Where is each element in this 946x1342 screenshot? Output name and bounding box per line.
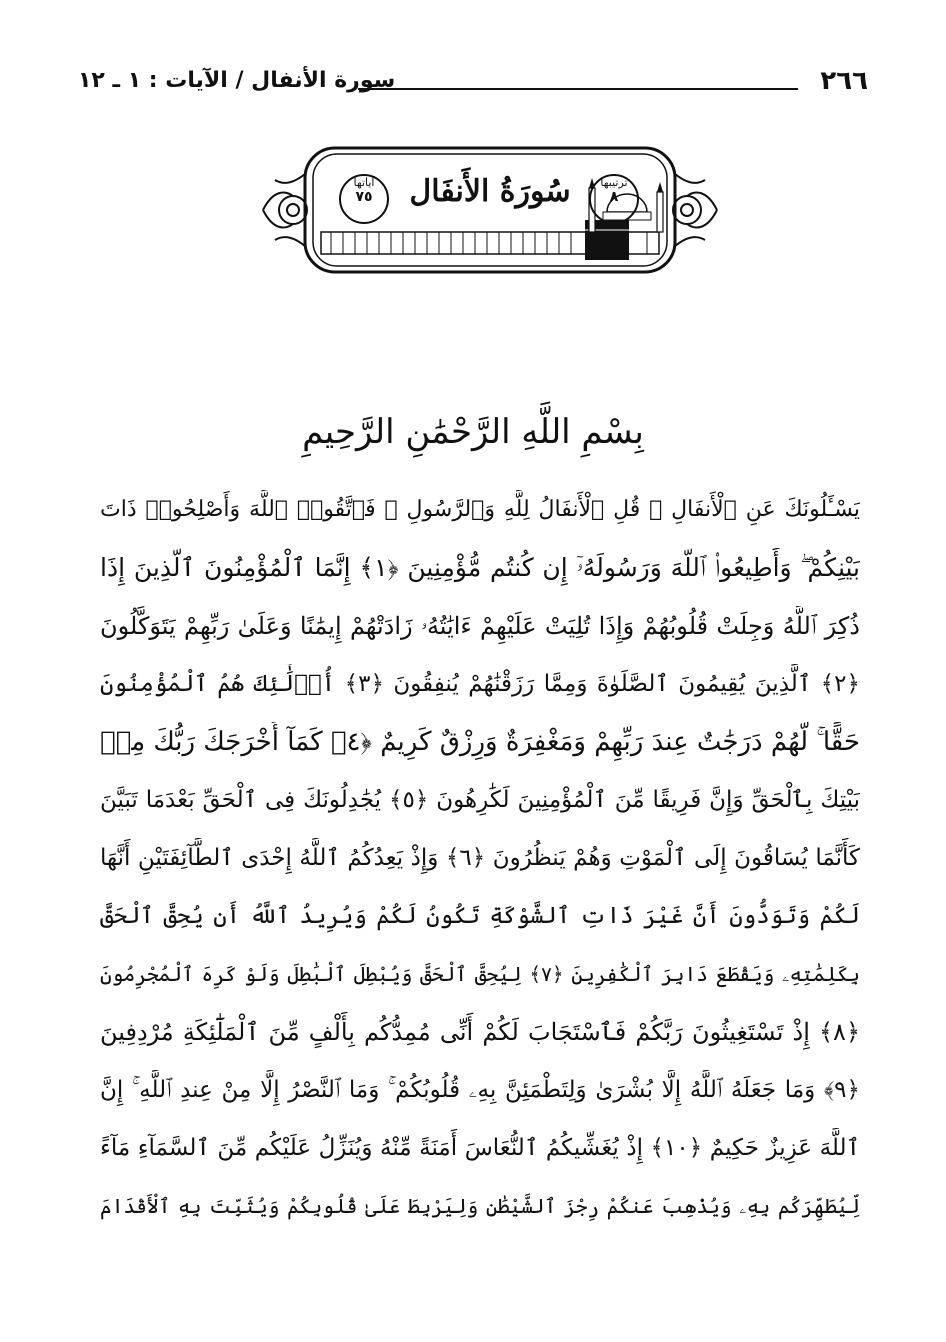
- verse-line: كَأَنَّمَا يُسَاقُونَ إِلَى ٱلْمَوْتِ وَهُمْ يَنظُرُونَ ﴿٦﴾ وَإِذْ يَعِدُكُمُ ٱللَّهُ إِحْدَى ٱلطَّآئِفَتَيْنِ أَنَّهَا: [100, 845, 860, 871]
- order-number: ٨: [609, 189, 619, 205]
- verse-line: لَكُمْ وَتَوَدُّونَ أَنَّ غَيْرَ ذَاتِ ٱلشَّوْكَةِ تَكُونُ لَكُمْ وَيُرِيدُ ٱللَّهُ أَن يُحِقَّ ٱلْحَقَّ: [100, 903, 860, 929]
- verse-line: ٱللَّهَ عَزِيزٌ حَكِيمٌ ﴿١٠﴾ إِذْ يُغَشِّيكُمُ ٱلنُّعَاسَ أَمَنَةً مِّنْهُ وَيُنَزِّلُ عَلَيْكُم مِّنَ ٱلسَّمَآءِ مَآءً: [100, 1135, 860, 1161]
- surah-name: سُورَةُ الأَنفَال: [409, 174, 571, 209]
- basmala: بِسْمِ اللَّهِ الرَّحْمَٰنِ الرَّحِيمِ: [302, 412, 644, 452]
- header-rule: [358, 88, 798, 90]
- verse-line: ﴿٩﴾ وَمَا جَعَلَهُ ٱللَّهُ إِلَّا بُشْرَىٰ وَلِتَطْمَئِنَّ بِهِۦ قُلُوبُكُمْ ۚ وَمَا ٱلنَّصْرُ إِلَّا مِنْ عِندِ ٱللَّهِ ۚ إِنَّ: [100, 1077, 860, 1103]
- surah-banner: [255, 140, 725, 280]
- ayat-label: آياتها: [353, 176, 375, 189]
- verse-line: يَسْـَٔلُونَكَ عَنِ ٱلْأَنفَالِ ۖ قُلِ ٱلْأَنفَالُ لِلَّهِ وَٱلرَّسُولِ ۖ فَٱتَّقُوا۟ ٱللَّهَ وَأَصْلِحُوا۟ ذَاتَ: [100, 497, 860, 522]
- verse-line: لِّيُطَهِّرَكُم بِهِۦ وَيُذْهِبَ عَنكُمْ رِجْزَ ٱلشَّيْطَٰنِ وَلِيَرْبِطَ عَلَىٰ قُلُوبِكُمْ وَيُثَبِّتَ بِهِ ٱلْأَقْدَامَ: [100, 1194, 860, 1218]
- surah-order-badge: [589, 174, 639, 224]
- running-title: سورة الأنفال / الآيات : ١ ـ ١٢: [78, 68, 396, 93]
- ayat-count-badge: [339, 174, 389, 224]
- banner-frame-icon: [255, 140, 725, 280]
- page-number: ٢٦٦: [820, 66, 868, 96]
- verse-line: بَيْنِكُمْ ۖ وَأَطِيعُوا۟ ٱللَّهَ وَرَسُولَهُۥٓ إِن كُنتُم مُّؤْمِنِينَ ﴿١﴾ إِنَّمَا ٱلْمُؤْمِنُونَ ٱلَّذِينَ إِذَا: [100, 553, 860, 582]
- verse-line: بَيْتِكَ بِٱلْحَقِّ وَإِنَّ فَرِيقًا مِّنَ ٱلْمُؤْمِنِينَ لَكَٰرِهُونَ ﴿٥﴾ يُجَٰدِلُونَكَ فِى ٱلْحَقِّ بَعْدَمَا تَبَيَّنَ: [100, 787, 860, 813]
- ayat-count: ٧٥: [355, 189, 373, 205]
- verse-line: ﴿٢﴾ ٱلَّذِينَ يُقِيمُونَ ٱلصَّلَوٰةَ وَمِمَّا رَزَقْنَٰهُمْ يُنفِقُونَ ﴿٣﴾ أُو۟لَٰٓئِكَ هُمُ ٱلْمُؤْمِنُونَ: [100, 671, 860, 697]
- verse-line: ذُكِرَ ٱللَّهُ وَجِلَتْ قُلُوبُهُمْ وَإِذَا تُلِيَتْ عَلَيْهِمْ ءَايَٰتُهُۥ زَادَتْهُمْ إِيمَٰنًا وَعَلَىٰ رَبِّهِمْ يَتَوَكَّلُونَ: [100, 612, 860, 640]
- verse-line: حَقًّا ۚ لَّهُمْ دَرَجَٰتٌ عِندَ رَبِّهِمْ وَمَغْفِرَةٌ وَرِزْقٌ كَرِيمٌ ﴿٤﴾ كَمَآ أَخْرَجَكَ رَبُّكَ مِنۢ: [100, 727, 860, 757]
- verse-line: بِكَلِمَٰتِهِۦ وَيَقْطَعَ دَابِرَ ٱلْكَٰفِرِينَ ﴿٧﴾ لِيُحِقَّ ٱلْحَقَّ وَيُبْطِلَ ٱلْبَٰطِلَ وَلَوْ كَرِهَ ٱلْمُجْرِمُونَ: [100, 962, 860, 986]
- order-label: ترتيبها: [600, 176, 628, 189]
- verse-line: ﴿٨﴾ إِذْ تَسْتَغِيثُونَ رَبَّكُمْ فَٱسْتَجَابَ لَكُمْ أَنِّى مُمِدُّكُم بِأَلْفٍ مِّنَ ٱلْمَلَٰٓئِكَةِ مُرْدِفِينَ: [100, 1018, 860, 1046]
- running-header: [78, 60, 868, 100]
